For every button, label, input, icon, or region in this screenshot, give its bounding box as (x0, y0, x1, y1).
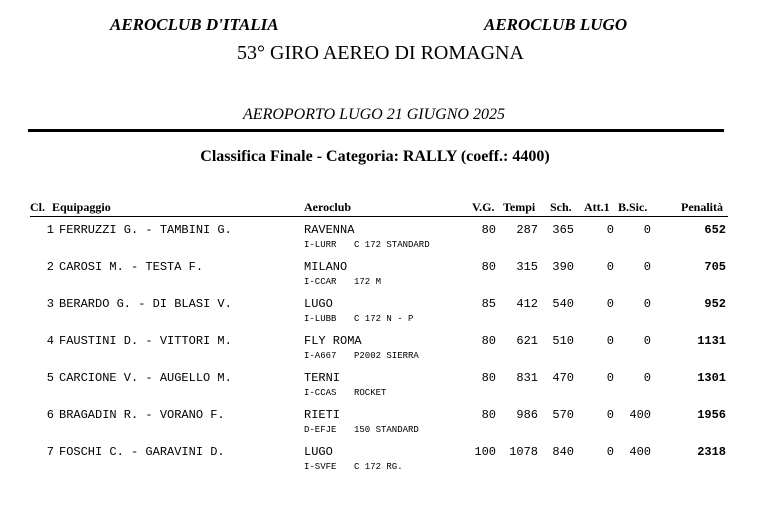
row-tempi: 831 (516, 371, 538, 385)
row-vg: 80 (481, 408, 496, 422)
row-position: 5 (46, 371, 54, 385)
row-bsic: 400 (629, 445, 651, 459)
row-registration: D-EFJE (304, 425, 337, 435)
row-sch: 365 (552, 223, 574, 237)
row-att1: 0 (606, 371, 614, 385)
row-vg: 100 (474, 445, 496, 459)
row-crew: BERARDO G. - DI BLASI V. (59, 297, 232, 311)
row-tempi: 412 (516, 297, 538, 311)
row-crew: FERRUZZI G. - TAMBINI G. (59, 223, 232, 237)
row-att1: 0 (606, 223, 614, 237)
row-position: 4 (46, 334, 54, 348)
row-att1: 0 (606, 445, 614, 459)
row-position: 3 (46, 297, 54, 311)
row-position: 1 (46, 223, 54, 237)
table-row (0, 408, 761, 444)
row-crew: FAUSTINI D. - VITTORI M. (59, 334, 232, 348)
row-vg: 80 (481, 260, 496, 274)
row-bsic: 0 (643, 260, 651, 274)
row-penalita: 652 (704, 223, 726, 237)
row-position: 6 (46, 408, 54, 422)
row-aircraft: C 172 N - P (354, 314, 414, 324)
col-header-vg: V.G. (472, 200, 495, 214)
page-title: 53° GIRO AEREO DI ROMAGNA (237, 42, 524, 64)
row-tempi: 986 (516, 408, 538, 422)
org-right: AEROCLUB LUGO (484, 15, 628, 34)
row-sch: 540 (552, 297, 574, 311)
row-aeroclub: FLY ROMA (304, 334, 362, 348)
row-tempi: 621 (516, 334, 538, 348)
row-aeroclub: RAVENNA (304, 223, 355, 237)
row-registration: I-CCAS (304, 388, 337, 398)
col-header-sch: Sch. (550, 200, 572, 214)
col-header-bsic: B.Sic. (618, 200, 648, 214)
row-penalita: 1956 (697, 408, 726, 422)
table-row (0, 371, 761, 407)
col-header-aeroclub: Aeroclub (304, 200, 352, 214)
row-bsic: 0 (643, 297, 651, 311)
col-header-tempi: Tempi (503, 200, 536, 214)
row-aircraft: C 172 RG. (354, 462, 403, 472)
row-crew: BRAGADIN R. - VORANO F. (59, 408, 225, 422)
table-row (0, 260, 761, 296)
table-row (0, 223, 761, 259)
table-row (0, 445, 761, 481)
row-aeroclub: MILANO (304, 260, 348, 274)
table-row (0, 334, 761, 370)
title-divider (28, 129, 724, 132)
row-vg: 80 (481, 334, 496, 348)
row-penalita: 1301 (697, 371, 726, 385)
row-att1: 0 (606, 297, 614, 311)
event-subtitle: AEROPORTO LUGO 21 GIUGNO 2025 (243, 106, 505, 123)
row-penalita: 2318 (697, 445, 726, 459)
row-att1: 0 (606, 260, 614, 274)
row-aeroclub: LUGO (304, 297, 333, 311)
row-crew: CAROSI M. - TESTA F. (59, 260, 204, 274)
row-bsic: 0 (643, 371, 651, 385)
row-tempi: 1078 (509, 445, 538, 459)
row-registration: I-LURR (304, 240, 337, 250)
row-crew: FOSCHI C. - GARAVINI D. (59, 445, 225, 459)
row-vg: 80 (481, 371, 496, 385)
row-bsic: 0 (643, 223, 651, 237)
table-row (0, 297, 761, 333)
classification-heading: Classifica Finale - Categoria: RALLY (coeff.: 4400) (200, 148, 550, 165)
row-aeroclub: TERNI (304, 371, 341, 385)
row-penalita: 1131 (697, 334, 726, 348)
row-aircraft: ROCKET (354, 388, 387, 398)
col-header-att1: Att.1 (584, 200, 610, 214)
row-bsic: 0 (643, 334, 651, 348)
row-aircraft: C 172 STANDARD (354, 240, 430, 250)
row-sch: 470 (552, 371, 574, 385)
row-aeroclub: LUGO (304, 445, 333, 459)
row-sch: 840 (552, 445, 574, 459)
row-sch: 390 (552, 260, 574, 274)
row-tempi: 287 (516, 223, 538, 237)
row-aircraft: P2002 SIERRA (354, 351, 419, 361)
col-header-equipaggio: Equipaggio (52, 200, 111, 214)
col-header-penalita: Penalità (681, 200, 723, 214)
row-tempi: 315 (516, 260, 538, 274)
row-registration: I-SVFE (304, 462, 337, 472)
row-aircraft: 150 STANDARD (354, 425, 419, 435)
row-registration: I-A667 (304, 351, 337, 361)
row-position: 7 (46, 445, 54, 459)
row-vg: 85 (481, 297, 496, 311)
row-att1: 0 (606, 334, 614, 348)
org-left: AEROCLUB D'ITALIA (110, 15, 279, 34)
col-header-cl: Cl. (30, 200, 45, 214)
row-registration: I-CCAR (304, 277, 337, 287)
row-registration: I-LUBB (304, 314, 337, 324)
row-att1: 0 (606, 408, 614, 422)
row-crew: CARCIONE V. - AUGELLO M. (59, 371, 232, 385)
row-position: 2 (46, 260, 54, 274)
row-penalita: 705 (704, 260, 726, 274)
header-underline (30, 216, 728, 217)
row-sch: 510 (552, 334, 574, 348)
row-vg: 80 (481, 223, 496, 237)
row-aircraft: 172 M (354, 277, 382, 287)
row-aeroclub: RIETI (304, 408, 341, 422)
row-penalita: 952 (704, 297, 726, 311)
row-bsic: 400 (629, 408, 651, 422)
row-sch: 570 (552, 408, 574, 422)
